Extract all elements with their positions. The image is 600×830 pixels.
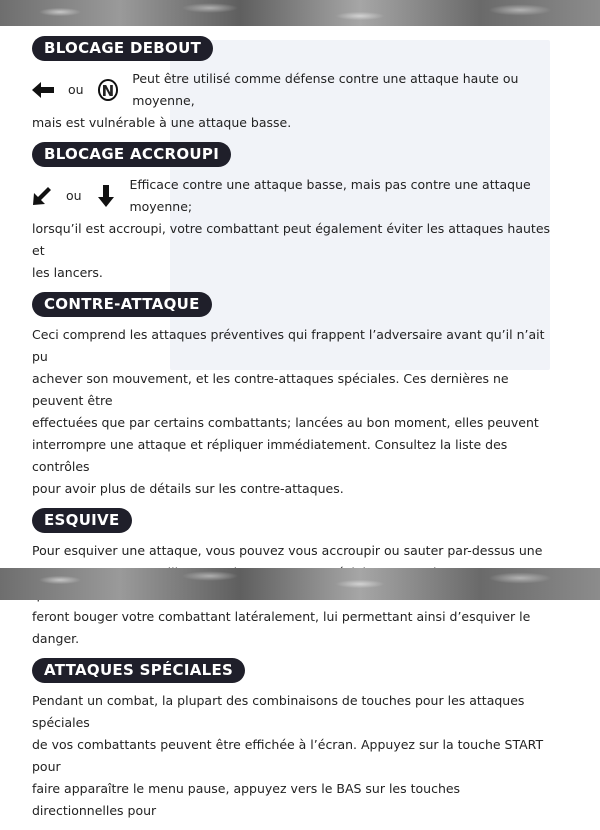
or-label: ou <box>66 188 82 203</box>
paragraph-line: de vos combattants peuvent être effichée à l’écran. Appuyez sur la touche START pour <box>32 737 544 774</box>
description-line: les lancers. <box>32 265 103 280</box>
arrow-down-left-icon <box>32 185 52 207</box>
section-heading: ATTAQUES SPÉCIALES <box>32 658 245 683</box>
section-attaques-speciales <box>32 658 552 822</box>
section-heading: BLOCAGE DEBOUT <box>32 36 213 61</box>
top-decorative-band <box>0 0 600 26</box>
paragraph-line: pour avoir plus de détails sur les contre-attaques. <box>32 481 344 496</box>
input-row <box>32 68 552 112</box>
description-line: lorsqu’il est accroupi, votre combattant peut également éviter les attaques hautes et <box>32 221 551 258</box>
arrow-down-icon <box>96 185 116 207</box>
section-blocage-accroupi <box>32 142 552 284</box>
section-heading: CONTRE-ATTAQUE <box>32 292 212 317</box>
or-label: ou <box>68 82 84 97</box>
n-button-icon: N <box>98 79 119 101</box>
description-line: Efficace contre une attaque basse, mais pas contre une attaque moyenne; <box>129 177 531 214</box>
section-heading: BLOCAGE ACCROUPI <box>32 142 231 167</box>
paragraph-line: Pendant un combat, la plupart des combinaisons de touches pour les attaques spéciales <box>32 693 525 730</box>
paragraph-line: Pour esquiver une attaque, vous pouvez vous accroupir ou sauter par-dessus une <box>32 543 543 558</box>
paragraph-line: achever son mouvement, et les contre-attaques spéciales. Ces dernières ne peuvent être <box>32 371 509 408</box>
paragraph-line: Ceci comprend les attaques préventives qui frappent l’adversaire avant qu’il n’ait pu <box>32 327 545 364</box>
section-contre-attaque <box>32 292 552 500</box>
paragraph-line: faire apparaître le menu pause, appuyez vers le BAS sur les touches directionnelles pour <box>32 781 461 818</box>
section-blocage-debout <box>32 36 552 134</box>
paragraph-line: effectuées que par certains combattants; lancées au bon moment, elles peuvent <box>32 415 539 430</box>
arrow-left-icon <box>32 79 54 101</box>
bottom-decorative-band <box>0 568 600 600</box>
section-heading: ESQUIVE <box>32 508 132 533</box>
manual-page <box>32 36 552 830</box>
paragraph-line: interrompre une attaque et répliquer immédiatement. Consultez la liste des contrôles <box>32 437 508 474</box>
paragraph-line: feront bouger votre combattant latéralement, lui permettant ainsi d’esquiver le danger. <box>32 609 531 646</box>
input-row <box>32 174 552 218</box>
description-line: Peut être utilisé comme défense contre une attaque haute ou moyenne, <box>132 71 519 108</box>
description-line: mais est vulnérable à une attaque basse. <box>32 115 292 130</box>
